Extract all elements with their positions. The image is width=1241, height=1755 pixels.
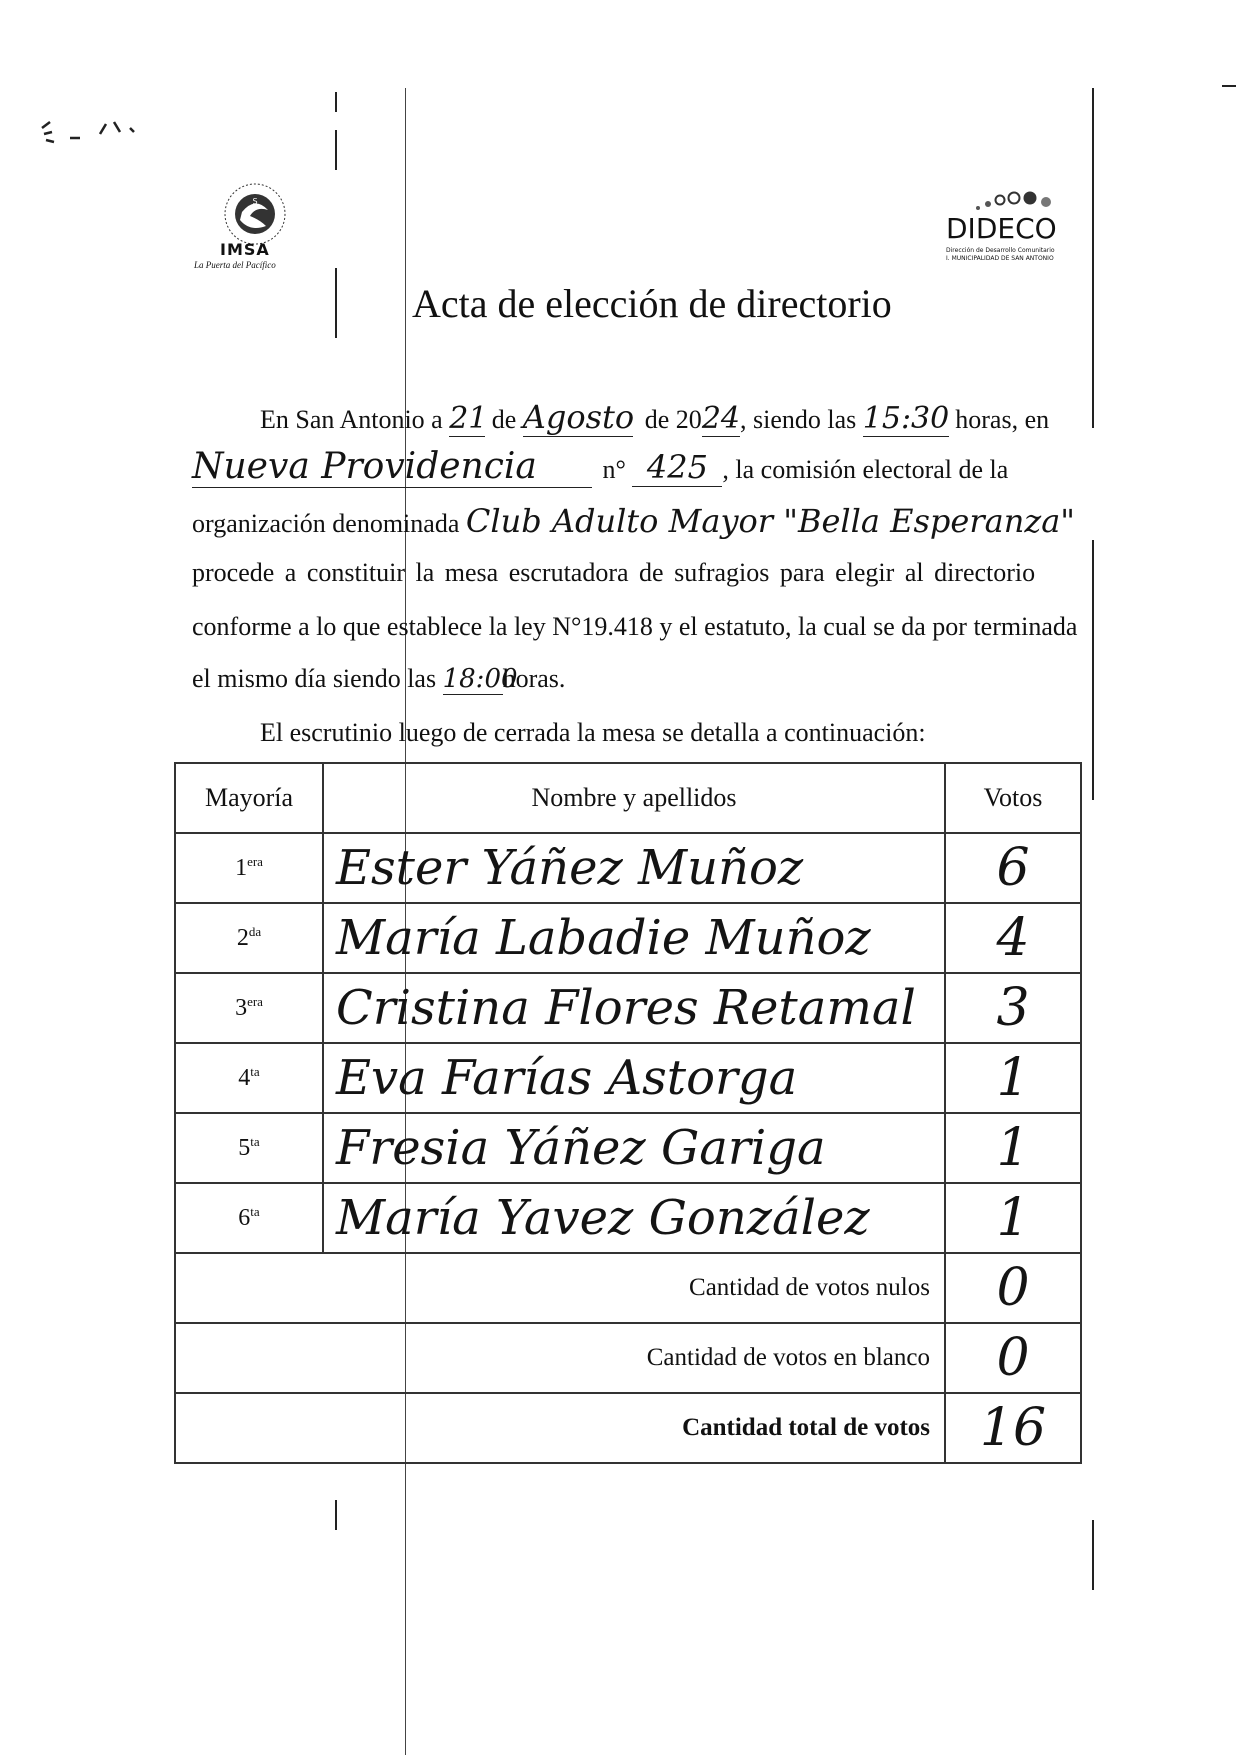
imsa-logo — [190, 182, 320, 278]
rank-number: 6 — [238, 1205, 251, 1231]
candidate-name-cell — [323, 1113, 945, 1183]
vote-count: 4 — [996, 908, 1030, 968]
total-votes-label: Cantidad total de votos — [175, 1393, 945, 1463]
handwritten-year: 24 — [701, 401, 740, 436]
rank-number: 1 — [235, 855, 248, 881]
handwritten-organization: Club Adulto Mayor "Bella Esperanza" — [465, 502, 1075, 540]
handwritten-number: 425 — [632, 448, 722, 487]
table-row — [175, 1043, 1081, 1113]
candidate-name-cell — [323, 1183, 945, 1253]
page-title: Acta de elección de directorio — [412, 281, 892, 326]
candidate-name-cell — [323, 973, 945, 1043]
blank-votes-row — [175, 1323, 1081, 1393]
header-name: Nombre y apellidos — [323, 763, 945, 833]
intro-line-2 — [192, 446, 1008, 488]
blank-votes-cell — [945, 1323, 1081, 1393]
votes-cell — [945, 1183, 1081, 1253]
vote-count: 3 — [996, 978, 1030, 1038]
table-row — [175, 1183, 1081, 1253]
intro-line-6 — [192, 664, 565, 695]
votes-cell — [945, 973, 1081, 1043]
intro-no-label: n° — [602, 455, 626, 484]
rank-suffix: era — [247, 854, 263, 869]
votes-cell — [945, 903, 1081, 973]
table-row — [175, 973, 1081, 1043]
null-votes-value: 0 — [996, 1258, 1030, 1318]
candidate-name: María Yavez González — [336, 1190, 870, 1246]
rank-number: 5 — [238, 1135, 251, 1161]
table-row — [175, 1113, 1081, 1183]
rank-suffix: ta — [250, 1064, 260, 1079]
rank-suffix: da — [248, 924, 262, 939]
handwritten-time: 15:30 — [862, 401, 950, 436]
intro-de: de — [491, 405, 517, 434]
candidate-name: María Labadie Muñoz — [336, 910, 871, 966]
blank-votes-label: Cantidad de votos en blanco — [175, 1323, 945, 1393]
candidate-name: Fresia Yáñez Gariga — [336, 1120, 826, 1176]
total-votes-value: 16 — [979, 1398, 1047, 1458]
rank-cell — [175, 903, 323, 973]
candidate-name: Eva Farías Astorga — [336, 1050, 798, 1106]
candidate-name: Ester Yáñez Muñoz — [336, 840, 804, 896]
intro-line-5: conforme a lo que establece la ley N°19.418 y el estatuto, la cual se da por terminada — [192, 612, 1078, 641]
rank-number: 3 — [235, 995, 248, 1021]
intro-line-4: procede a constituir la mesa escrutadora de sufragios para elegir al directorio — [192, 558, 1036, 587]
votes-cell — [945, 1043, 1081, 1113]
rank-suffix: ta — [250, 1134, 260, 1149]
vote-count: 1 — [996, 1188, 1030, 1248]
scan-line — [335, 92, 337, 112]
total-votes-row — [175, 1393, 1081, 1463]
votes-cell — [945, 1113, 1081, 1183]
candidate-name: Cristina Flores Retamal — [336, 980, 916, 1036]
vote-count: 6 — [996, 838, 1030, 898]
null-votes-label: Cantidad de votos nulos — [175, 1253, 945, 1323]
handwritten-month: Agosto — [522, 398, 635, 436]
null-votes-cell — [945, 1253, 1081, 1323]
table-header-row — [175, 763, 1081, 833]
handwritten-end-time: 18:00 — [442, 664, 518, 694]
scan-speck — [30, 108, 140, 158]
dideco-subtitle-1: Dirección de Desarrollo Comunitario — [946, 247, 1055, 254]
imsa-tagline: La Puerta del Pacífico — [194, 260, 276, 270]
scan-line — [1222, 85, 1236, 87]
scan-line — [335, 1500, 337, 1530]
intro-end-prefix: el mismo día siendo las — [192, 664, 437, 693]
intro-line-7: El escrutinio luego de cerrada la mesa se detalla a continuación: — [260, 718, 926, 747]
intro-org-prefix: organización denominada — [192, 509, 460, 538]
intro-year-prefix: de 20 — [644, 405, 702, 434]
intro-horas-en: horas, en — [955, 405, 1050, 434]
rank-cell — [175, 1113, 323, 1183]
vote-count: 1 — [996, 1048, 1030, 1108]
votes-cell — [945, 833, 1081, 903]
total-votes-cell — [945, 1393, 1081, 1463]
scan-line — [1092, 1520, 1094, 1590]
scan-line — [335, 268, 337, 338]
candidate-name-cell — [323, 1043, 945, 1113]
rank-cell — [175, 1183, 323, 1253]
blank-votes-value: 0 — [996, 1328, 1030, 1388]
intro-line2-rest: , la comisión electoral de la — [722, 455, 1009, 484]
intro-prefix: En San Antonio a — [260, 405, 443, 434]
imsa-name: IMSA — [220, 240, 270, 259]
rank-number: 4 — [238, 1065, 251, 1091]
vote-count: 1 — [996, 1118, 1030, 1178]
scan-line — [335, 130, 337, 170]
null-votes-row — [175, 1253, 1081, 1323]
header-votes: Votos — [945, 763, 1081, 833]
intro-end-suffix: horas. — [502, 664, 566, 693]
candidate-name-cell — [323, 903, 945, 973]
table-row — [175, 903, 1081, 973]
header-majority: Mayoría — [175, 763, 323, 833]
intro-line-3 — [192, 502, 1075, 540]
dideco-subtitle-2: I. MUNICIPALIDAD DE SAN ANTONIO — [946, 255, 1054, 262]
intro-siendo: , siendo las — [740, 405, 857, 434]
candidate-name-cell — [323, 833, 945, 903]
rank-suffix: ta — [250, 1204, 260, 1219]
table-row — [175, 833, 1081, 903]
intro-line-1 — [260, 398, 1049, 437]
scan-line — [1092, 88, 1094, 428]
dideco-name: DIDECO — [946, 212, 1057, 245]
scan-line — [1092, 540, 1094, 800]
rank-suffix: era — [247, 994, 263, 1009]
votes-table — [174, 762, 1082, 1464]
handwritten-street: Nueva Providencia — [192, 446, 592, 488]
rank-cell — [175, 833, 323, 903]
handwritten-day: 21 — [449, 401, 488, 436]
dideco-logo — [946, 186, 1072, 266]
svg-text:S: S — [252, 197, 258, 206]
rank-cell — [175, 973, 323, 1043]
rank-number: 2 — [236, 925, 249, 951]
rank-cell — [175, 1043, 323, 1113]
